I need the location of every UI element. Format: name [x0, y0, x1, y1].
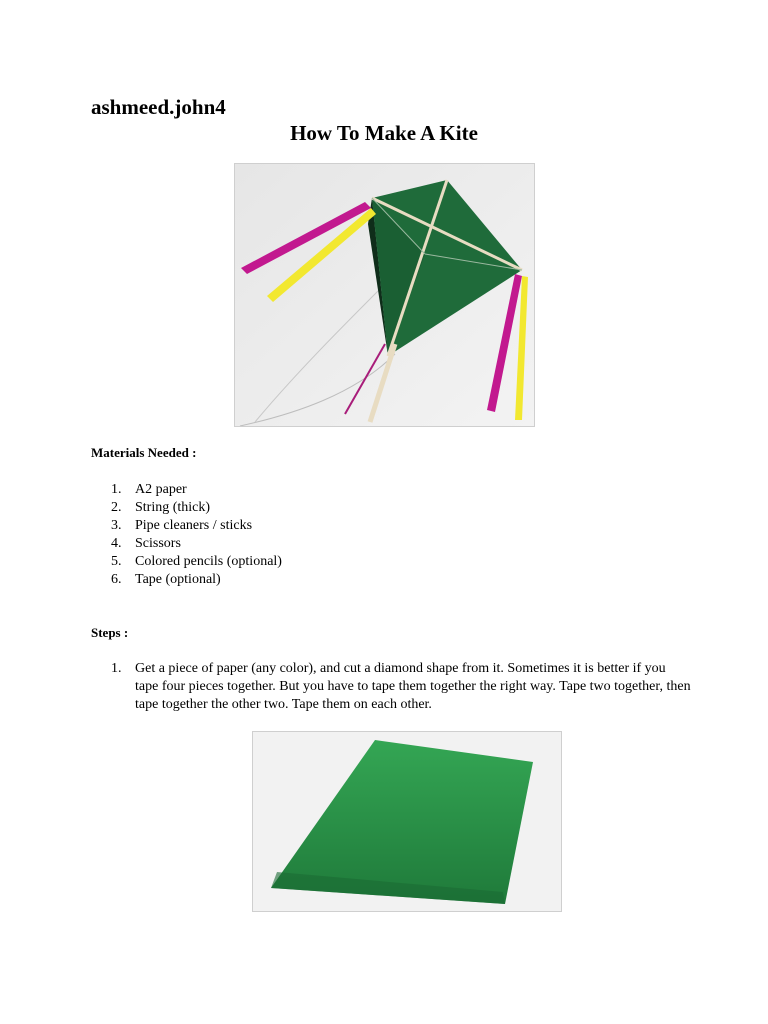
list-item-text: Colored pencils (optional)	[135, 554, 282, 569]
page-title: How To Make A Kite	[290, 121, 478, 145]
list-item	[91, 571, 491, 589]
list-item	[91, 535, 491, 553]
list-item-text: Scissors	[135, 536, 181, 551]
list-item	[91, 499, 491, 517]
list-item-number: 4.	[111, 536, 122, 551]
list-item-text: Get a piece of paper (any color), and cut a diamond shape from it. Sometimes it is better if you tape four pieces together. But you have to tape them together the right way. Tape two together, then tape together the other two. Tape them on each other.	[135, 661, 691, 712]
list-item-number: 1.	[111, 482, 122, 497]
list-item-text: String (thick)	[135, 500, 211, 515]
steps-list	[91, 660, 691, 714]
list-item-number: 2.	[111, 500, 122, 515]
list-item-number: 3.	[111, 518, 122, 533]
author-name: ashmeed.john4	[91, 95, 226, 119]
list-item	[91, 517, 491, 535]
list-item-number: 5.	[111, 554, 122, 569]
list-item	[91, 660, 691, 714]
kite-photo	[234, 163, 535, 427]
materials-heading: Materials Needed :	[91, 445, 197, 460]
list-item-number: 6.	[111, 572, 122, 587]
steps-heading: Steps :	[91, 625, 129, 640]
materials-list	[91, 481, 491, 589]
list-item-text: A2 paper	[135, 482, 187, 497]
green-paper-photo	[252, 731, 562, 912]
list-item	[91, 481, 491, 499]
list-item-text: Tape (optional)	[135, 572, 221, 587]
list-item-number: 1.	[111, 661, 122, 676]
list-item-text: Pipe cleaners / sticks	[135, 518, 253, 533]
list-item	[91, 553, 491, 571]
